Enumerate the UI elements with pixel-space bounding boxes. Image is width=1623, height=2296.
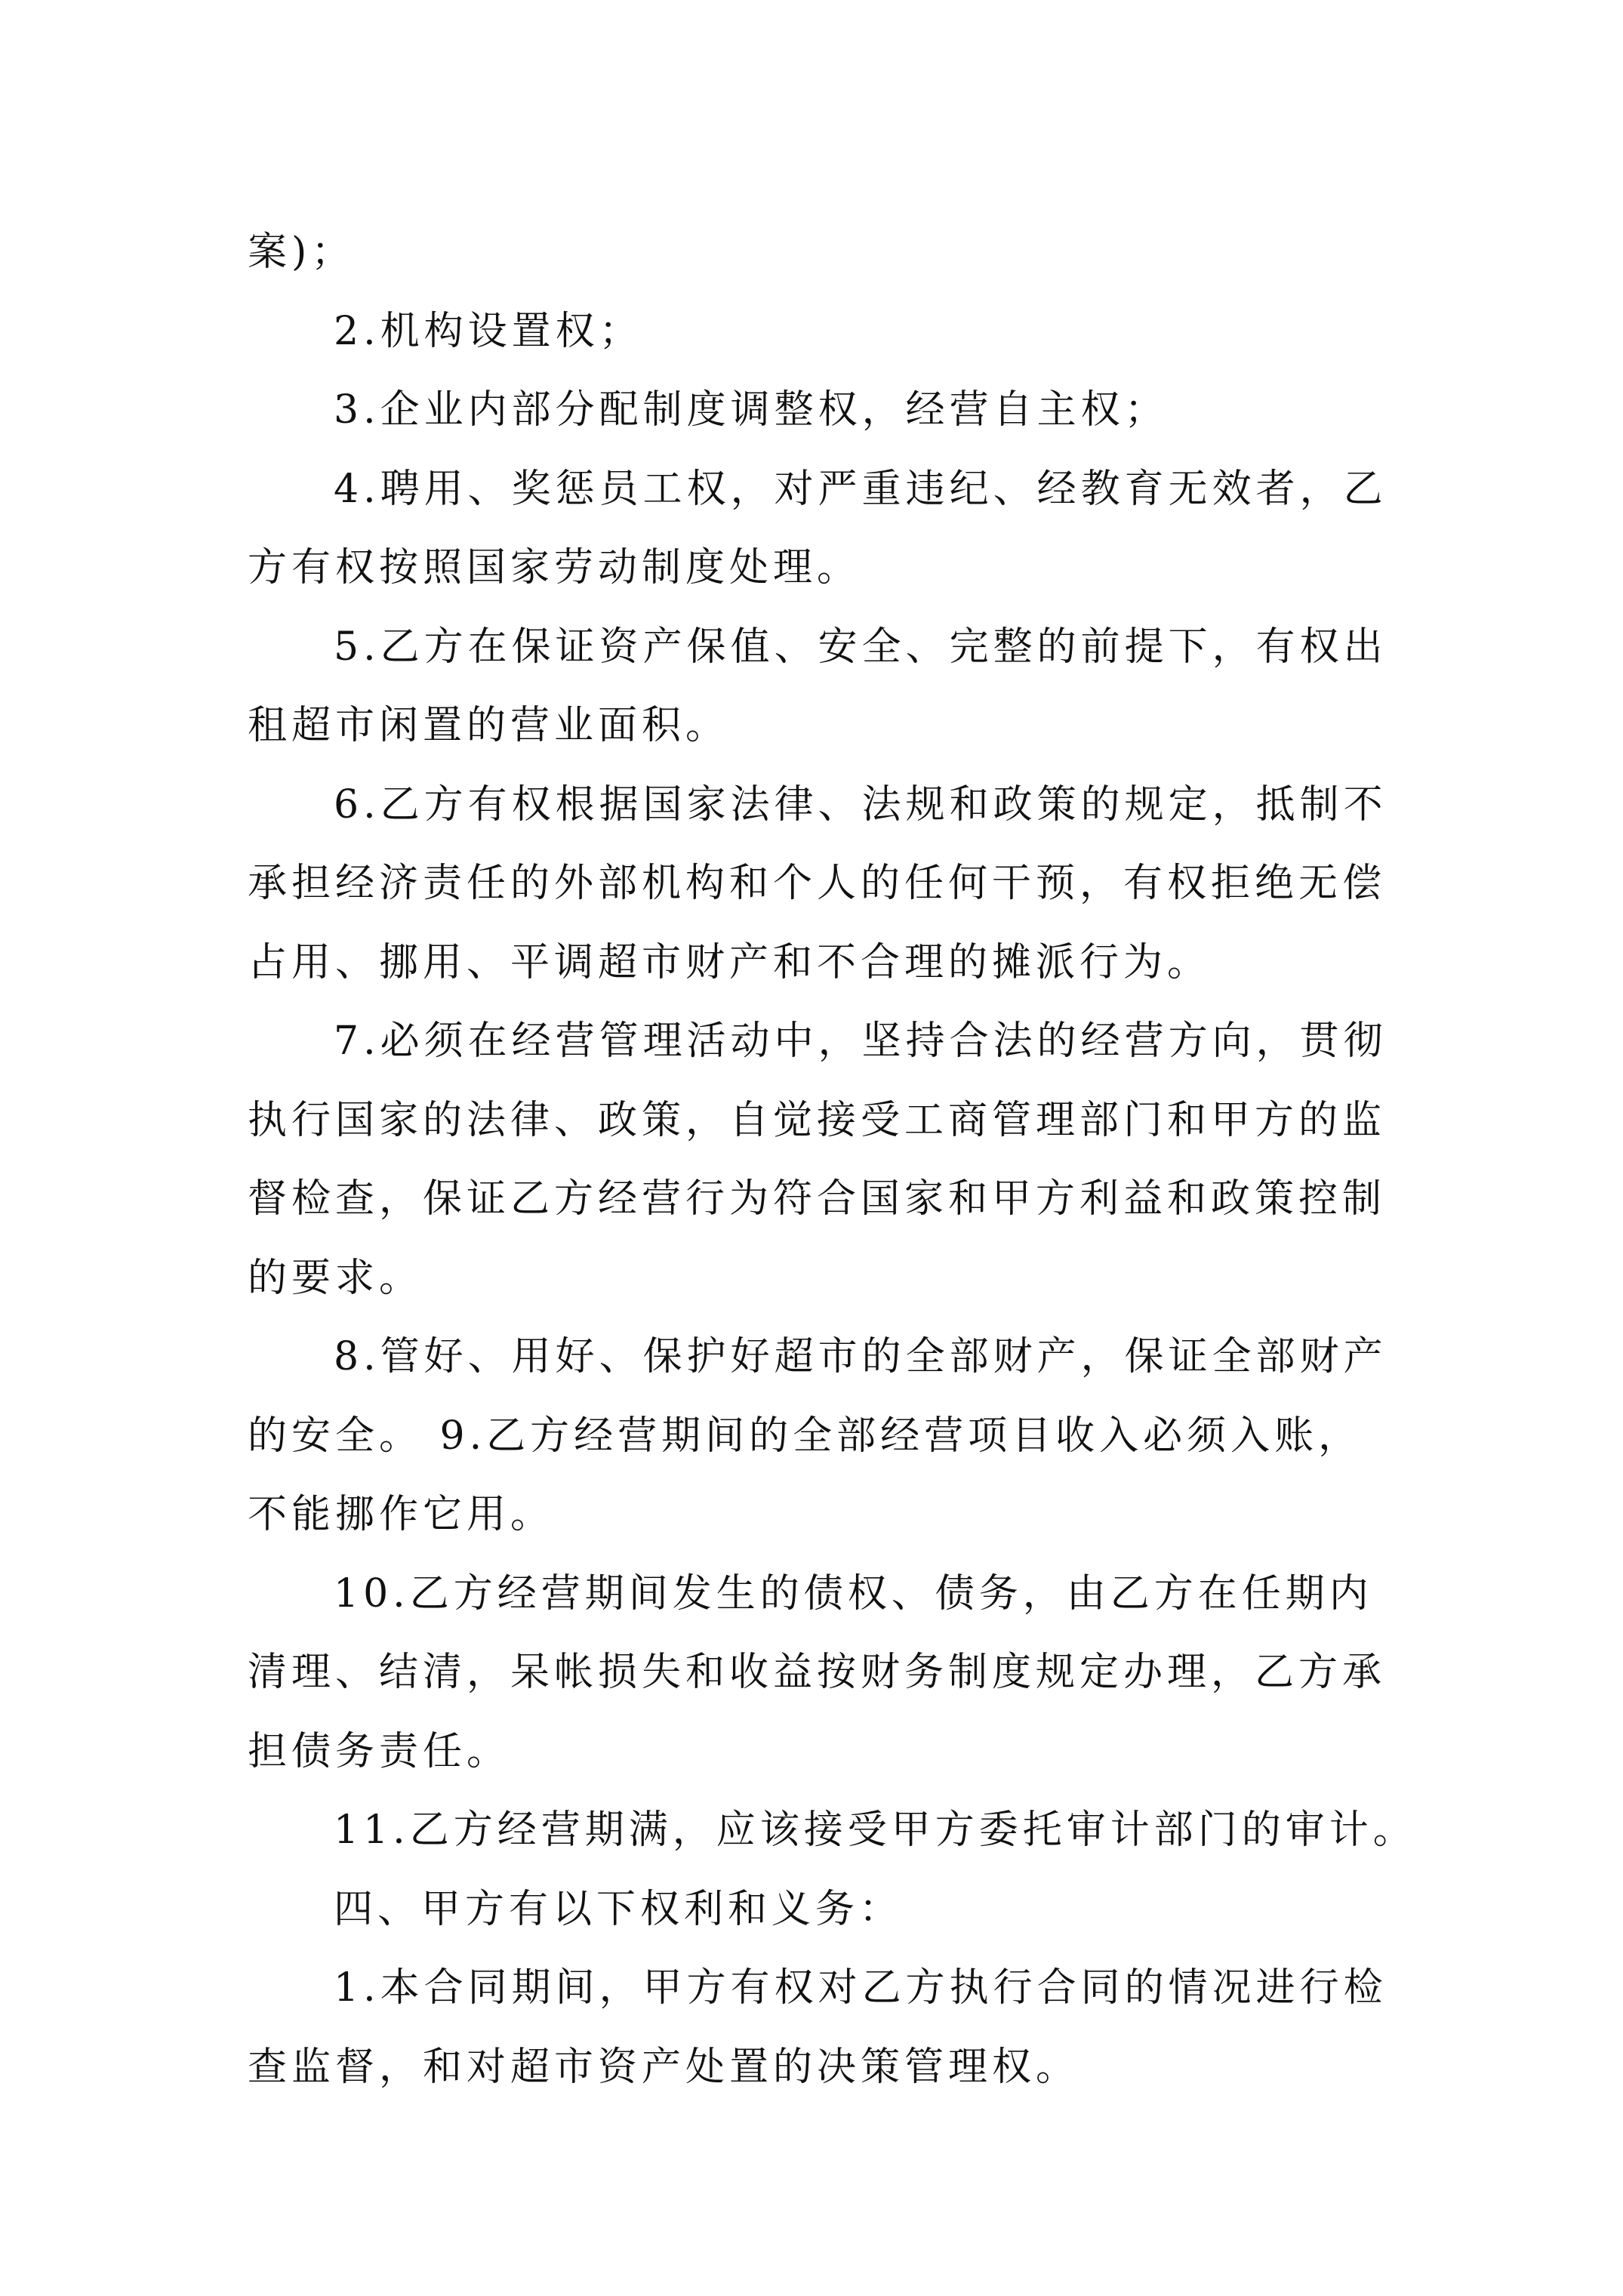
- text-line: 7.必须在经营管理活动中，坚持合法的经营方向，贯彻: [334, 1019, 1387, 1064]
- text-line: 督检查，保证乙方经营行为符合国家和甲方利益和政策控制: [248, 1176, 1387, 1222]
- text-line: 查监督，和对超市资产处置的决策管理权。: [248, 2044, 1080, 2090]
- text-line: 8.管好、用好、保护好超市的全部财产，保证全部财产: [334, 1334, 1387, 1379]
- text-line: 租超市闲置的营业面积。: [248, 703, 730, 748]
- text-line: 2.机构设置权；: [334, 308, 643, 354]
- text-line: 4.聘用、奖惩员工权，对严重违纪、经教育无效者，乙: [334, 466, 1387, 512]
- contract-body-text: [248, 213, 1417, 2106]
- text-line: 11.乙方经营期满，应该接受甲方委托审计部门的审计。: [334, 1808, 1417, 1853]
- text-line: 四、甲方有以下权利和义务：: [334, 1886, 904, 1932]
- text-line: 6.乙方有权根据国家法律、法规和政策的规定，抵制不: [334, 781, 1387, 827]
- text-line: 占用、挪用、平调超市财产和不合理的摊派行为。: [248, 939, 1212, 985]
- text-line: 执行国家的法律、政策，自觉接受工商管理部门和甲方的监: [248, 1097, 1387, 1143]
- text-line: 的要求。: [248, 1255, 423, 1301]
- text-line: 担债务责任。: [248, 1728, 511, 1774]
- text-line: 方有权按照国家劳动制度处理。: [248, 545, 861, 590]
- text-line: 1.本合同期间，甲方有权对乙方执行合同的情况进行检: [334, 1965, 1387, 2011]
- text-line: 10.乙方经营期间发生的债权、债务，由乙方在任期内: [334, 1570, 1373, 1616]
- text-line: 不能挪作它用。: [248, 1492, 555, 1537]
- text-line: 案)；: [248, 230, 356, 275]
- text-line: 3.企业内部分配制度调整权，经营自主权；: [334, 387, 1169, 433]
- text-line: 的安全。 9.乙方经营期间的全部经营项目收入必须入账，: [248, 1413, 1363, 1459]
- text-line: 承担经济责任的外部机构和个人的任何干预，有权拒绝无偿: [248, 861, 1387, 906]
- text-line: 清理、结清，呆帐损失和收益按财务制度规定办理，乙方承: [248, 1650, 1387, 1695]
- text-line: 5.乙方在保证资产保值、安全、完整的前提下，有权出: [334, 624, 1387, 670]
